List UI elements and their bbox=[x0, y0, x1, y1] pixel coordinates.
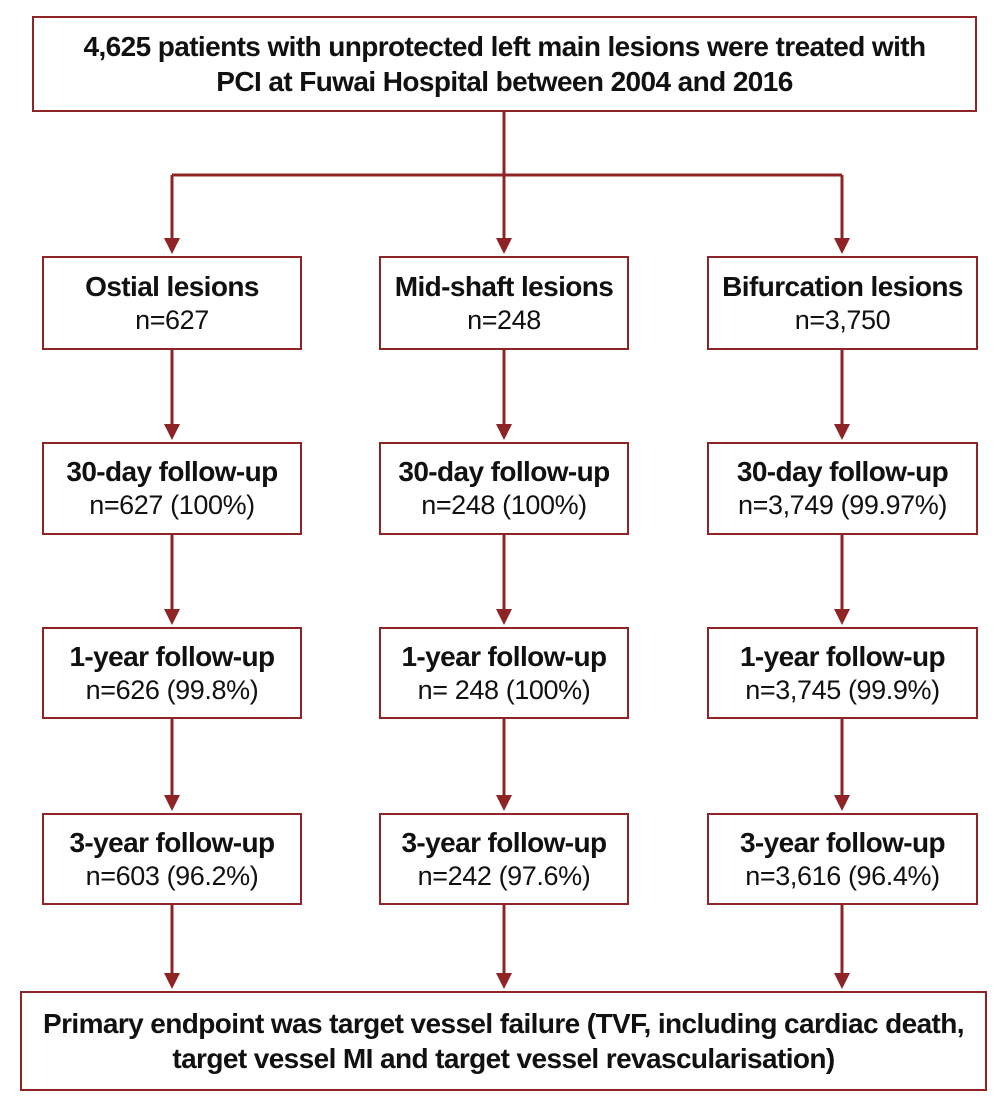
group-title: Ostial lesions bbox=[85, 270, 259, 302]
followup-title: 3-year follow-up bbox=[739, 826, 946, 858]
arrowhead bbox=[496, 609, 512, 625]
enrollment-line-1: 4,625 patients with unprotected left main lesions were treated with bbox=[83, 31, 926, 62]
group-count: n=627 bbox=[135, 304, 209, 335]
group-title: Bifurcation lesions bbox=[722, 270, 963, 302]
bifurcation-30day-box bbox=[707, 442, 978, 535]
ostial-lesions-box bbox=[42, 256, 302, 350]
followup-title: 1-year follow-up bbox=[401, 640, 607, 672]
arrowhead bbox=[164, 609, 180, 625]
midshaft-lesions-box bbox=[379, 256, 629, 350]
followup-count: n=3,749 (99.97%) bbox=[737, 490, 947, 521]
enrollment-box bbox=[32, 16, 977, 112]
endpoint-line-2: target vessel MI and target vessel revascularisation) bbox=[172, 1043, 835, 1074]
group-count: n=3,750 bbox=[794, 304, 891, 335]
followup-title: 3-year follow-up bbox=[69, 826, 275, 858]
followup-count: n=626 (99.8%) bbox=[85, 674, 259, 705]
enrollment-line-2: PCI at Fuwai Hospital between 2004 and 2016 bbox=[216, 66, 793, 97]
arrowhead bbox=[834, 973, 850, 989]
followup-title: 30-day follow-up bbox=[398, 456, 610, 488]
midshaft-3year-box bbox=[379, 813, 629, 905]
bifurcation-3year-box bbox=[707, 813, 978, 905]
followup-count: n=248 (100%) bbox=[421, 490, 587, 521]
followup-count: n=603 (96.2%) bbox=[85, 860, 259, 891]
arrowhead bbox=[496, 424, 512, 440]
followup-title: 1-year follow-up bbox=[739, 640, 946, 672]
midshaft-1year-box bbox=[379, 627, 629, 719]
group-title: Mid-shaft lesions bbox=[394, 270, 614, 302]
followup-count: n=242 (97.6%) bbox=[417, 860, 591, 891]
primary-endpoint-box bbox=[20, 991, 987, 1091]
endpoint-line-1: Primary endpoint was target vessel failure (TVF, including cardiac death, bbox=[43, 1008, 964, 1039]
followup-count: n=3,745 (99.9%) bbox=[745, 674, 940, 705]
followup-count: n=3,616 (96.4%) bbox=[745, 860, 940, 891]
group-count: n=248 bbox=[467, 304, 541, 335]
arrowhead bbox=[164, 973, 180, 989]
followup-title: 3-year follow-up bbox=[401, 826, 607, 858]
arrowhead bbox=[834, 238, 850, 254]
arrowhead bbox=[834, 609, 850, 625]
arrowhead bbox=[496, 238, 512, 254]
followup-title: 30-day follow-up bbox=[736, 456, 949, 488]
arrowhead bbox=[496, 795, 512, 811]
followup-title: 30-day follow-up bbox=[66, 456, 278, 488]
arrowhead bbox=[164, 238, 180, 254]
ostial-1year-box bbox=[42, 627, 302, 719]
followup-count: n=627 (100%) bbox=[89, 490, 255, 521]
followup-count: n= 248 (100%) bbox=[417, 674, 591, 705]
followup-title: 1-year follow-up bbox=[69, 640, 275, 672]
bifurcation-lesions-box bbox=[707, 256, 978, 350]
arrowhead bbox=[834, 424, 850, 440]
midshaft-30day-box bbox=[379, 442, 629, 535]
ostial-30day-box bbox=[42, 442, 302, 535]
bifurcation-1year-box bbox=[707, 627, 978, 719]
arrowhead bbox=[164, 424, 180, 440]
arrowhead bbox=[834, 795, 850, 811]
arrowhead bbox=[164, 795, 180, 811]
arrowhead bbox=[496, 973, 512, 989]
ostial-3year-box bbox=[42, 813, 302, 905]
